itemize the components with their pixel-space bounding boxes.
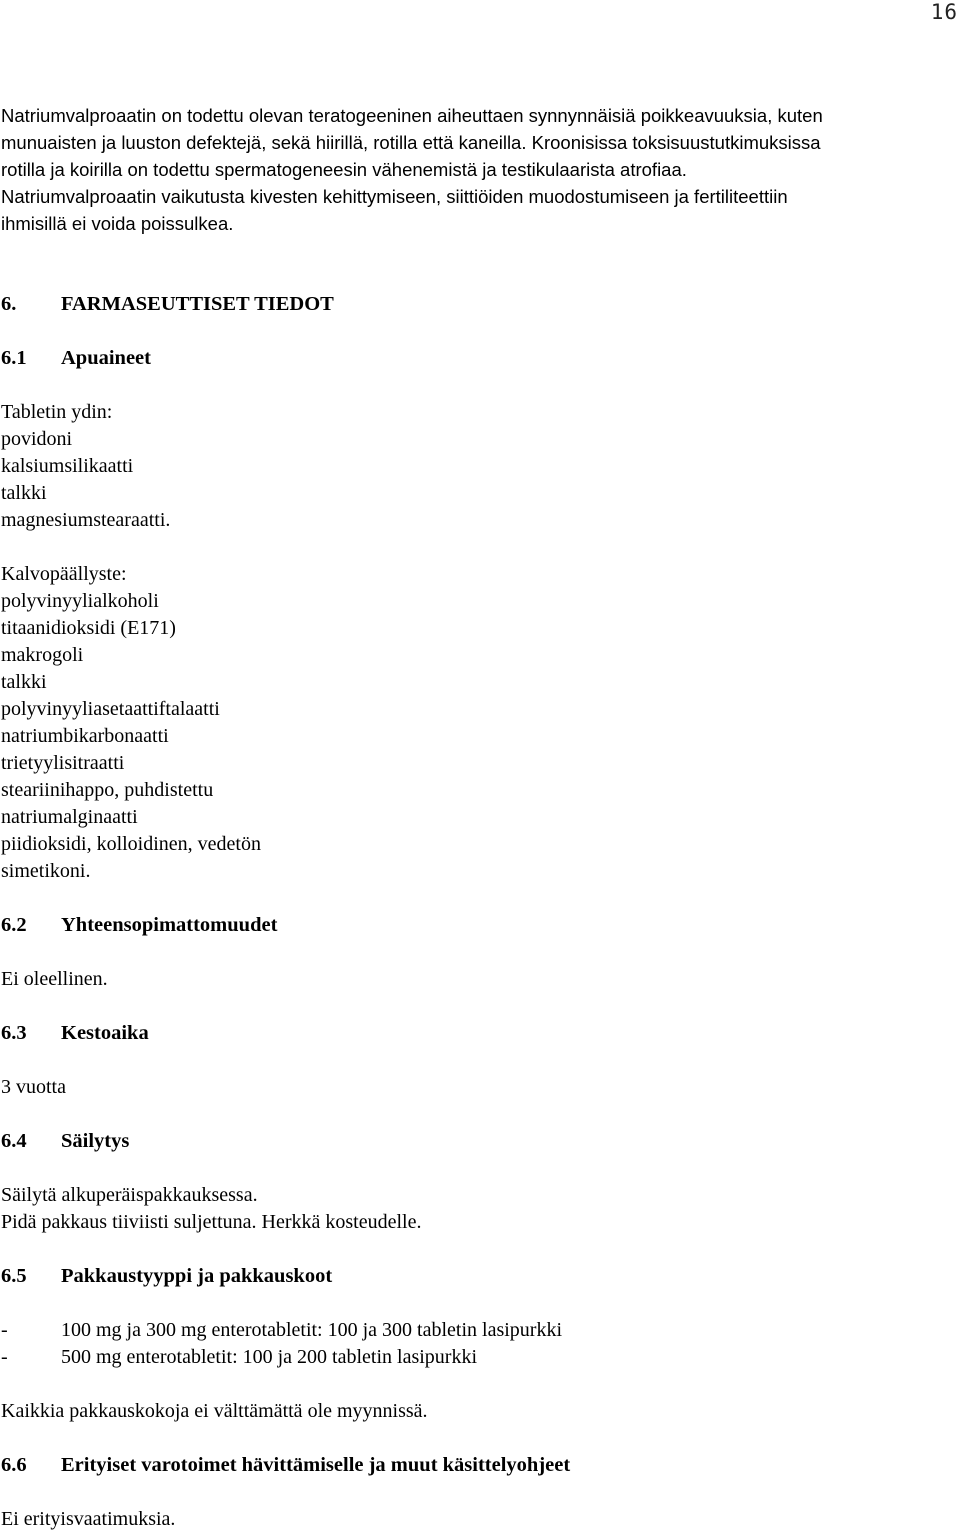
list-item: talkki — [1, 482, 47, 504]
package-list — [1, 1317, 956, 1371]
section-text: Pidä pakkaus tiiviisti suljettuna. Herkkä kosteudelle. — [1, 1211, 422, 1233]
coating-label: Kalvopäällyste: — [1, 563, 127, 585]
section-number: 6.4 — [1, 1130, 27, 1152]
section-6-2-heading — [1, 912, 956, 939]
section-number: 6.1 — [1, 347, 27, 369]
list-item: steariinihappo, puhdistettu — [1, 779, 214, 801]
section-title: Säilytys — [61, 1130, 130, 1152]
section-note: Kaikkia pakkauskokoja ei välttämättä ole myynnissä. — [1, 1400, 428, 1422]
section-6-1-heading — [1, 345, 956, 372]
section-text: 3 vuotta — [1, 1076, 66, 1098]
core-label: Tabletin ydin: — [1, 401, 113, 423]
list-item: polyvinyylialkoholi — [1, 590, 159, 612]
section-title: Yhteensopimattomuudet — [61, 914, 278, 936]
dash-bullet: - — [1, 1346, 8, 1368]
list-item: makrogoli — [1, 644, 84, 666]
section-number: 6.2 — [1, 914, 27, 936]
list-item: natriumalginaatti — [1, 806, 138, 828]
section-number: 6.5 — [1, 1265, 27, 1287]
list-item-text: 100 mg ja 300 mg enterotabletit: 100 ja 300 tabletin lasipurkki — [61, 1319, 563, 1341]
section-title: Erityiset varotoimet hävittämiselle ja muut käsittelyohjeet — [61, 1454, 571, 1476]
section-text: Säilytä alkuperäispakkauksessa. — [1, 1184, 258, 1206]
intro-line: rotilla ja koirilla on todettu spermatogeneesin vähenemistä ja testikulaarista atrofiaa. — [1, 159, 687, 180]
list-item: trietyylisitraatti — [1, 752, 125, 774]
list-item: talkki — [1, 671, 47, 693]
document-page — [1, 102, 956, 1533]
list-item — [1, 1344, 956, 1371]
section-number: 6.3 — [1, 1022, 27, 1044]
section-6-6-heading — [1, 1452, 956, 1479]
section-title: FARMASEUTTISET TIEDOT — [61, 293, 334, 315]
list-item: kalsiumsilikaatti — [1, 455, 134, 477]
section-number: 6. — [1, 293, 17, 315]
intro-paragraph — [1, 102, 956, 237]
section-title: Apuaineet — [61, 347, 151, 369]
list-item: magnesiumstearaatti. — [1, 509, 171, 531]
section-text: Ei erityisvaatimuksia. — [1, 1508, 176, 1530]
intro-line: Natriumvalproaatin vaikutusta kivesten kehittymiseen, siittiöiden muodostumiseen ja fertiliteettiin — [1, 186, 788, 207]
section-6-5-heading — [1, 1263, 956, 1290]
dash-bullet: - — [1, 1319, 8, 1341]
section-title: Pakkaustyyppi ja pakkauskoot — [61, 1265, 333, 1287]
section-number: 6.6 — [1, 1454, 27, 1476]
core-ingredient-list — [1, 426, 956, 534]
section-text: Ei oleellinen. — [1, 968, 108, 990]
list-item: piidioksidi, kolloidinen, vedetön — [1, 833, 261, 855]
coating-ingredient-list — [1, 588, 956, 885]
section-6-4-heading — [1, 1128, 956, 1155]
intro-line: munuaisten ja luuston defektejä, sekä hiirillä, rotilla että kaneilla. Kroonisissa toksisuustutkimuksissa — [1, 132, 821, 153]
section-6-3-heading — [1, 1020, 956, 1047]
section-6-heading — [1, 291, 956, 318]
intro-line: ihmisillä ei voida poissulkea. — [1, 213, 234, 234]
list-item: simetikoni. — [1, 860, 91, 882]
intro-line: Natriumvalproaatin on todettu olevan teratogeeninen aiheuttaen synnynnäisiä poikkeavuuksia, kuten — [1, 105, 823, 126]
list-item-text: 500 mg enterotabletit: 100 ja 200 tabletin lasipurkki — [61, 1346, 478, 1368]
page-number: 16 — [930, 0, 958, 24]
list-item: povidoni — [1, 428, 73, 450]
list-item: polyvinyyliasetaattiftalaatti — [1, 698, 220, 720]
section-title: Kestoaika — [61, 1022, 149, 1044]
list-item: titaanidioksidi (E171) — [1, 617, 176, 639]
list-item: natriumbikarbonaatti — [1, 725, 169, 747]
list-item — [1, 1317, 956, 1344]
